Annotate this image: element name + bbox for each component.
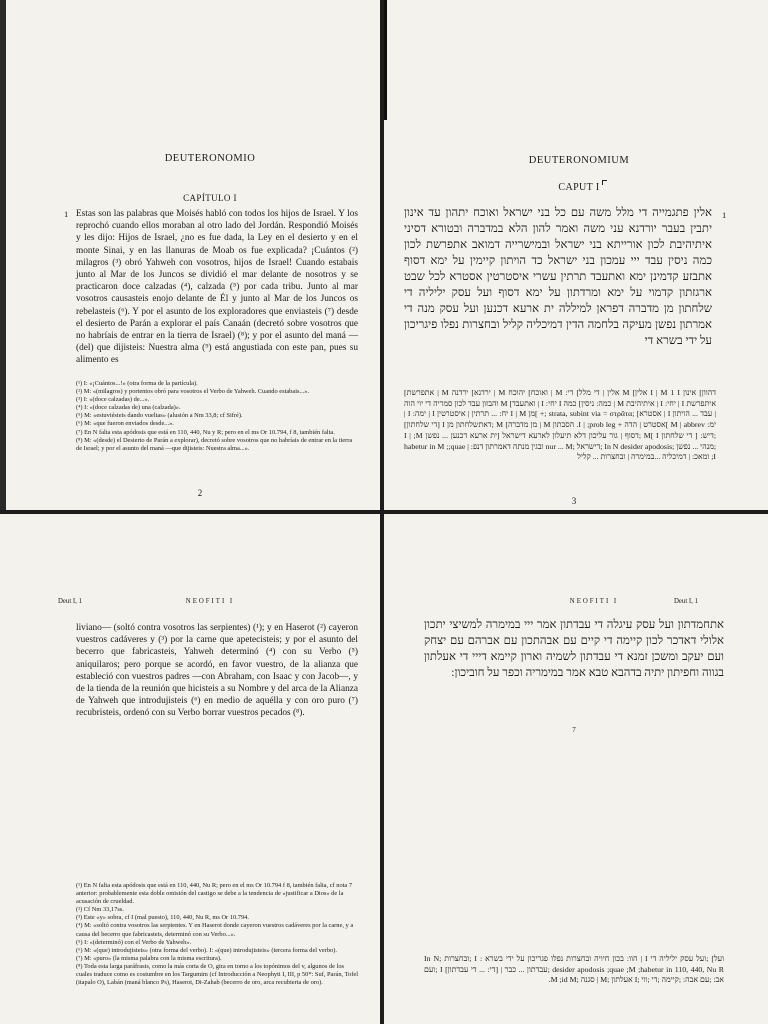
caput-mark: [602, 180, 607, 185]
page-3-aramaic: [384, 0, 768, 510]
footnote: (³) I: «(doce calzadas) de...».: [76, 396, 150, 404]
page-2-spanish: [0, 0, 380, 510]
page-5-aramaic: [384, 514, 768, 1024]
page-number: 3: [571, 496, 577, 506]
footnote: (⁸) M: «(desde) el Desierto de Parán a explorar), decretó sobre vosotros que no habríais de entrar en la tierra de Israel; y por el asunto del maná —que dijisteis: Nuestra alma...».: [76, 436, 353, 452]
chapter-heading: CAPÍTULO I: [183, 193, 237, 203]
running-header-reference: Deut I, 1: [58, 598, 82, 605]
aramaic-text: אתחמדתון ועל עסק עיגלה די עבדתון אמר ייי במימרה למשיצי יתכון אלולי דאדכר לכון קיימה די קיים עם אבהתכון עם אברהם עם יצחק ועם יעקב ומשכן זמנא די עבדתון לשמיה וארון קיימא דייי די אעלתון בגווה וחפיתון יתיה בדהבא טבא אמר במימריה וכפר על חוביכון:: [424, 618, 724, 679]
footnote: (¹) En N falta esta apódosis que está en 110, 440, Nu R; pero en el ms Or 10.794 f 8, también falta, cf nota 7 anterior: probablemente esta doble omisión del castigo se debe a la tendencia de «justificar a Dios» de la acusación de crueldad.: [76, 882, 353, 906]
running-header-title: NEOFITI I: [185, 598, 235, 605]
main-text: Estas son las palabras que Moisés habló con todos los hijos de Israel. Y los reprochó cuando ellos moraban al otro lado del Jordán. Respondió Moisés y les dijo: Hijos de Israel, ¿no es fue dada, la Ley en el desierto y en el monte Sinai, y en las llanuras de Moab os fue explicada? ¡Cuántos (²) milagros (³) obró Yahweh con vosotros, hijos de Israel! Cuando estabais junto al Mar de los Juncos se dividió el mar delante de nosotros y se practicaron doce calzadas (⁴), calzada (⁵) por cada tribu. Junto al mar vosotros causasteis enojo delante de Él y junto al Mar de los Juncos os rebelasteis (⁶). Y por el asunto de los exploradores que enviasteis (⁷) desde el desierto de Parán a explorar el país Canaán (decretó sobre vosotros que no habríais de entrar en la tierra de Israel) (⁸); y por el asunto del maná —(del) que dijisteis: Nuestra alma (⁹) está angustiada con este pan, pues su alimento es: [76, 209, 358, 366]
verse-number: 1: [722, 210, 727, 220]
running-header-reference: Deut I, 1: [674, 598, 698, 605]
critical-apparatus: ועל] ;ועל עסק יליליה די I | הוו: בכון חיויה ובחצרות נפלו פגריכון על ידי בשרא : I ;ובחצרות ;In N desider apodosis ;quae ;M ;habetur in 110, 440, Nu R ;עבדתון ... כבר | [די: ... די עבדתון] I ;ועם אב: ;עם אבה: ;קיימה ;די ;ווי ;I אעלתון ;M | סגנה ;M ;id M.: [424, 954, 724, 985]
footnote: (⁵) I: «(determinó) con el Verbo de Yahweh».: [76, 938, 192, 946]
footnotes: [76, 882, 358, 987]
aramaic-text: אלין פתגמייה די מלל משה עם כל בני ישראל ואוכח יתהון עד אינון יתבין בעבר יורדנא עני משה ואמר להון הלא במדברה ובטורא דסיני איתיהיבת לכון אורייתא בני ישראל ובמישרייה דמואב אתפרשת לכון כמה ניסין עבד ייי עמכון בני ישראל כד הויתון קיימין על ימא דסוף אתבזע קדמינן ימא ואתעבד תרתין עשרי איסטרטין אסטרא לכל שבט ארגזתון קדמוי על ימא ומרדתון על ימא דסוף ועל עסק יליליה די שלחתון מן מדברה דפראן למיללה ית ארעא דכנען ועל עסק מנה די אמרתון נפשן מעיקה בלחמה הדין דמיכליה קליל ובחצרות נפלו פיגריכון על ידי בשרא די: [404, 206, 712, 347]
book-title: DEUTERONOMIUM: [528, 155, 630, 166]
footnote: (⁸) Toda esta larga paráfrasis, como la más corta de O, gira en torno a los topónimos del v, algunos de los cuales traduce como es costumbre en los Targumim (cf Introducción a Neophyti I, III, p 50*: Suf, Parán, Tofel (itapalo O), Labán (maná blanco Ps), Haserot, Di-Zahab (becerro de oro, arca recubierta de oro).: [76, 962, 358, 987]
page-number: 7: [572, 726, 576, 734]
footnote: (⁶) M: «(que) introdujisteis» (otra forma del verbo). I: «(que) introdujisteis» (tercera forma del verbo).: [76, 946, 337, 954]
critical-apparatus: דהוון] אינון I | M 1 I אלין] M אלין | די מלל] די: M | ואוכח] יהוכח M | ירדנא] ירדנה M | אתפרשת] איתפרשת I | יחי: I | איתיהיבת M | כמה: ניסין] כמה I יחי: I | ואתעבד] M והבזון עבד לכון סמריה די יוי הוה | עבד ... הויתון I | אסטרא] ;strata, subint via = στρᾶτα ;+ ]מן I | M יח: ... תרתין | איסטרטין I | ימה: I | ימ: M | abbrev ]אסטרט | הדה + I | ;prob leg. הסבתון M | מן מדברה] M ;דאתשלחתון מן I [די שלחתון] ;דיש: [ די שלחתון I ]M ;דסוף | גור עליכון דלא תיעלון לארעא דישראל [ית ארעא דכנען ... נפשן I | ;M ;מנהי ... נפשן ;In N desider apodosis ;דישראל ;nur ... M ובגין מנתה דאמרתון דנפ: | habetur in M ;;quae ;I ומאכ: | דמיכליה ...במימרה | ובחצרות ... קליל: [404, 388, 717, 462]
chapter-heading: [424, 182, 734, 193]
footnote: (⁵) M: «estuviésteis dando vueltas» (alusión a Nm 33,8; cf Sifré).: [76, 412, 243, 420]
page-4-spanish: [0, 514, 380, 1024]
book-title: DEUTERONOMIO: [164, 153, 256, 164]
verse-number: 1: [64, 209, 69, 219]
footnote: (⁴) I: «(doce calzadas de) una (calzada)».: [76, 404, 181, 412]
footnote: (⁶) M: «que fueron enviados desde...».: [76, 420, 174, 428]
footnote: (⁷) M: «puro» (la misma palabra con la misma escritura).: [76, 954, 222, 962]
running-header-title: NEOFITI I: [569, 598, 619, 605]
binding-mark: [384, 0, 387, 120]
footnotes: [76, 380, 358, 453]
footnote: (⁴) M: «soltó contra vosotros las serpientes. Y en Haserot donde cayeron vuestros cadáveres por la carne, y a causa del becerro que fabricasteis, determinó con su Verbo...».: [76, 922, 354, 938]
footnote: (²) Cf Nm 33,17ss.: [76, 906, 124, 914]
binding-shadow: [0, 0, 6, 510]
footnote: (²) M: «(milagros) y portentos obró para vosotros el Verbo de Yahweh. Cuando estabais...».: [76, 388, 310, 396]
main-text: liviano— (soltó contra vosotros las serpientes) (¹); y en Haserot (²) cayeron vuestros cadáveres y (³) por la carne que apetecisteis; y por el asunto del becerro que fabricasteis, Yahweh determinó (⁴) con su Verbo (⁵) aniquilaros; pero porque se acordó, en favor vuestro, de la alianza que estableció con vuestros padres —con Abraham, con Isaac y con Jacob—, y de la tienda de la reunión que hicisteis a su Nombre y del arca de la Alianza de Yahweh que introdujisteis (⁶) en medio de aquélla y con oro puro (⁷) recubristeis, ordenó con su Verbo borrar vuestros pecados (⁸).: [76, 623, 358, 719]
page-number: 2: [197, 488, 203, 498]
footnote: (³) Este «y» sobra, cf I (mal puesto), 110, 440, Nu R, ms Or 10.794.: [76, 914, 249, 922]
footnote: (¹) I: «¡Cuántos...!» (otra forma de la partícula).: [76, 380, 198, 387]
footnote: (⁷) En N falta esta apódosis que está en 110, 440, Nu y R; pero en el ms Or 10.794, f 8, también falta.: [76, 428, 335, 436]
caput-label: CAPUT I: [558, 182, 600, 193]
